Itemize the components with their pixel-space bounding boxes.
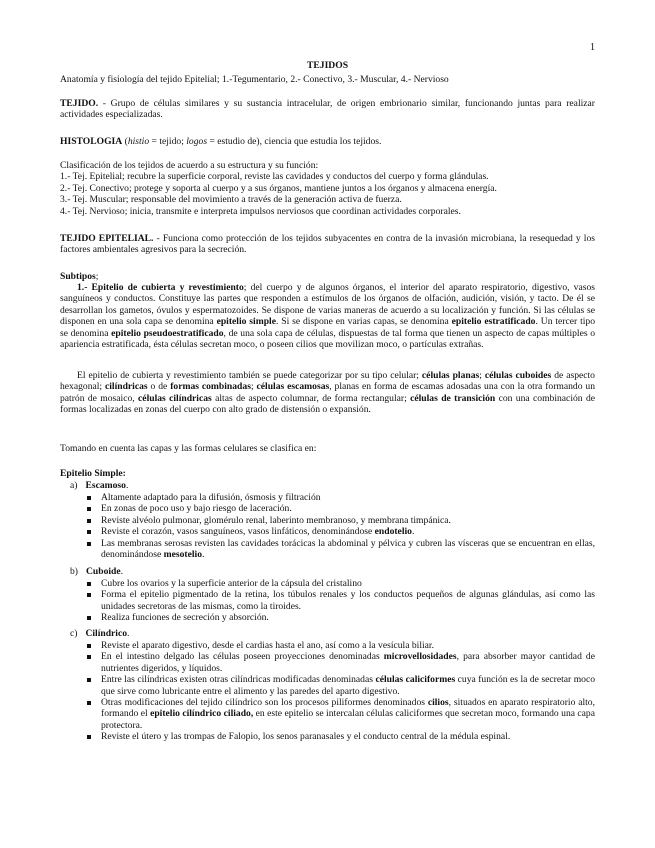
epitelio-pseudoestratificado-term: epitelio pseudoestratificado	[111, 327, 224, 339]
celulas-escamosas-term: células escamosas	[256, 381, 330, 393]
celulas-transicion-term: células de transición	[410, 392, 496, 404]
clasificacion-item: 3.- Tej. Muscular; responsable del movimiento a través de la generación activa de fuerza.	[60, 194, 402, 206]
list-item-text: en este epitelio se intercalan células caliciformes que secretan moco, formando una capa protectora.	[101, 708, 595, 731]
list-letter: a)	[70, 480, 78, 491]
epitelio-simple-term: epitelio simple	[216, 316, 276, 328]
list-item: Reviste el útero y las trompas de Falopio, los senos paranasales y el conducto central de la médula espinal.	[101, 731, 595, 742]
histologia-definition	[60, 136, 595, 147]
cilindricas-term: cilíndricas	[105, 381, 148, 393]
paragraph-text: de aspecto hexagonal;	[60, 370, 595, 393]
tejido-definition-text: - Grupo de células similares y su sustancia intracelular, de origen embrionario similar, funcionando juntas para realizar actividades especializadas.	[60, 98, 595, 121]
logos-meaning: = estudio de), ciencia que estudia los tejidos.	[207, 136, 382, 147]
escamoso-name: Escamoso	[85, 480, 126, 491]
subtipos-heading-punct: ;	[95, 271, 99, 282]
paragraph-text: ;	[479, 370, 485, 381]
histio-meaning: = tejido;	[149, 136, 187, 147]
paragraph-text: ; del cuerpo y de algunos órganos, el interior del aparato respiratorio, digestivo, vasos sanguíneos y conductos. Constituye las partes que responden a estímulos de los órganos de olfación, audición, visión, y tacto. De él se desarrollan los gametos, óvulos y espermatozoides. Se dispone de varias maneras de acuerdo a su localización y función. Si las células se disponen en una sola capa se denomina	[60, 282, 595, 328]
tejido-definition	[60, 98, 595, 121]
page-number: 1	[590, 42, 595, 53]
list-item-text: En el intestino delgado las células poseen proyecciones denominadas	[101, 651, 384, 663]
tejido-epitelial-text: - Funciona como protección de los tejidos subyacentes en contra de la invasión microbiana, la resequedad y los factores ambientales agresivos para la secreción.	[60, 233, 595, 256]
paragraph-text: . Si se dispone en varias capas, se denomina	[275, 316, 452, 328]
microvellosidades-term: microvellosidades	[383, 651, 457, 663]
cilios-term: cilios	[427, 697, 449, 709]
subtipos-paragraph-2	[60, 370, 595, 416]
heading-punct: .	[120, 566, 124, 577]
list-item: Realiza funciones de secreción y absorción.	[101, 612, 595, 623]
list-item: Altamente adaptado para la difusión, ósmosis y filtración	[101, 492, 595, 503]
logos-word: logos	[186, 136, 208, 147]
list-item-text: Otras modificaciones del tejido cilíndrico son los procesos piliformes denominados	[101, 697, 428, 709]
epitelio-simple-heading: Epitelio Simple:	[60, 468, 126, 479]
list-item-text: Reviste el corazón, vasos sanguíneos, vasos linfáticos, denominándose	[101, 526, 375, 538]
histio-word: histio	[127, 136, 150, 147]
mesotelio-term: mesotelio	[163, 549, 202, 561]
list-item	[101, 697, 595, 731]
paragraph-text: El epitelio de cubierta y revestimiento también se puede categorizar por su tipo celular;	[77, 370, 422, 381]
list-item	[101, 674, 595, 697]
list-letter: c)	[70, 628, 78, 639]
tejido-term: TEJIDO.	[60, 98, 99, 109]
tejido-epitelial-term: TEJIDO EPITELIAL.	[60, 233, 154, 244]
list-item-text: , para absorber mayor cantidad de nutrientes digeridos, y líquidos.	[101, 651, 595, 674]
endotelio-term: endotelio	[374, 526, 412, 538]
list-item-text: , situados en aparato respiratorio alto, formando el	[101, 697, 595, 720]
epitelio-cubierta-lead: 1.- Epitelio de cubierta y revestimiento	[77, 282, 244, 293]
cuboide-list	[101, 578, 595, 624]
histologia-term: HISTOLOGIA	[60, 136, 123, 147]
list-item-text: .	[411, 526, 415, 538]
clasificacion-intro: Clasificación de los tejidos de acuerdo a su estructura y su función:	[60, 160, 319, 171]
cuboide-heading	[70, 566, 123, 577]
list-item: Forma el epitelio pigmentado de la retina, los túbulos renales y los conductos pequeños de algunas glándulas, así como las unidades secretoras de las mismas, como la tiroides.	[101, 589, 595, 612]
tejido-epitelial-definition	[60, 233, 595, 256]
subtipos-heading-text: Subtipos	[60, 271, 96, 282]
cilindrico-list	[101, 640, 595, 743]
document-subtitle: Anatomía y fisiología del tejido Epitelial; 1.-Tegumentario, 2.- Conectivo, 3.- Muscular, 4.- Nervioso	[60, 74, 449, 85]
histologia-paren: (	[122, 136, 128, 147]
document-title: TEJIDOS	[306, 60, 349, 71]
list-item-text: Entre las cilíndricas existen otras cilíndricas modificadas denominadas	[101, 674, 376, 686]
cilindrico-heading	[70, 628, 129, 639]
escamoso-heading	[70, 480, 128, 491]
epitelio-estratificado-term: epitelio estratificado	[451, 316, 536, 328]
list-item-text: .	[202, 549, 205, 561]
list-item	[101, 651, 595, 674]
escamoso-list	[101, 492, 595, 560]
subtipos-paragraph-1	[60, 282, 595, 350]
heading-punct: .	[125, 480, 129, 491]
list-item: En zonas de poco uso y bajo riesgo de laceración.	[101, 503, 595, 514]
heading-punct: .	[127, 628, 130, 639]
list-item-text: cuya función es la de secretar moco que sirve como lubricante entre el alimento y las paredes del aparto digestivo.	[101, 674, 596, 697]
celulas-cuboides-term: células cuboides	[484, 370, 552, 381]
tomando-text: Tomando en cuenta las capas y las formas celulares se clasifica en:	[60, 443, 317, 454]
paragraph-text: . Un tercer tipo se denomina	[60, 316, 596, 339]
clasificacion-item: 2.- Tej. Conectivo; protege y soporta al cuerpo y a sus órganos, mantiene juntos a los órganos y almacena energía.	[60, 182, 497, 194]
list-item: Reviste alvéolo pulmonar, glomérulo renal, laberinto membranoso, y membrana timpánica.	[101, 515, 595, 526]
paragraph-text: , de una sola capa de células, dispuestas de tal forma que tienen un aspecto de capas múltiples o apariencia estratificada, ésta células secretan moco, o poseen cilios que movilizan moco, o partículas extrañas.	[60, 327, 596, 351]
celulas-cilindricas-term: células cilíndricas	[138, 392, 212, 404]
paragraph-text: ;	[250, 381, 257, 393]
formas-combinadas-term: formas combinadas	[170, 381, 251, 393]
paragraph-text: altas de aspecto columnar, de forma rectangular;	[211, 392, 411, 404]
paragraph-text: con una combinación de formas localizadas en zonas del cuerpo con alto grado de distensión o expansión.	[60, 392, 595, 416]
cilindrico-name: Cilíndrico	[85, 628, 128, 639]
paragraph-text: o de	[147, 381, 171, 393]
epitelio-cilindrico-ciliado-term: epitelio cilíndrico ciliado,	[150, 708, 254, 720]
list-item-text: Las membranas serosas revisten las cavidades torácicas la abdominal y pélvica y cubren las vísceras que se encuentran en ellas, denominándose	[101, 537, 595, 561]
celulas-caliciformes-term: células caliciformes	[375, 674, 456, 686]
list-item: Cubre los ovarios y la superficie anterior de la cápsula del cristalino	[101, 578, 595, 589]
clasificacion-section	[60, 160, 595, 217]
paragraph-text: , planas en forma de escamas adosadas una con la otra formando un patrón de mosaico,	[60, 381, 595, 404]
list-item	[101, 538, 595, 561]
cuboide-name: Cuboide	[86, 566, 121, 577]
subtipos-heading	[60, 271, 595, 282]
list-item: Reviste el aparato digestivo, desde el cardias hasta el ano, así como a la vesícula biliar.	[101, 640, 595, 651]
clasificacion-item: 4.- Tej. Nervioso; inicia, transmite e interpreta impulsos nerviosos que coordinan actividades corporales.	[60, 205, 461, 217]
celulas-planas-term: células planas	[421, 370, 480, 381]
list-letter: b)	[70, 566, 78, 577]
list-item	[101, 526, 595, 537]
clasificacion-item: 1.- Tej. Epitelial; recubre la superficie corporal, reviste las cavidades y conductos del cuerpo y forma glándulas.	[60, 171, 489, 183]
